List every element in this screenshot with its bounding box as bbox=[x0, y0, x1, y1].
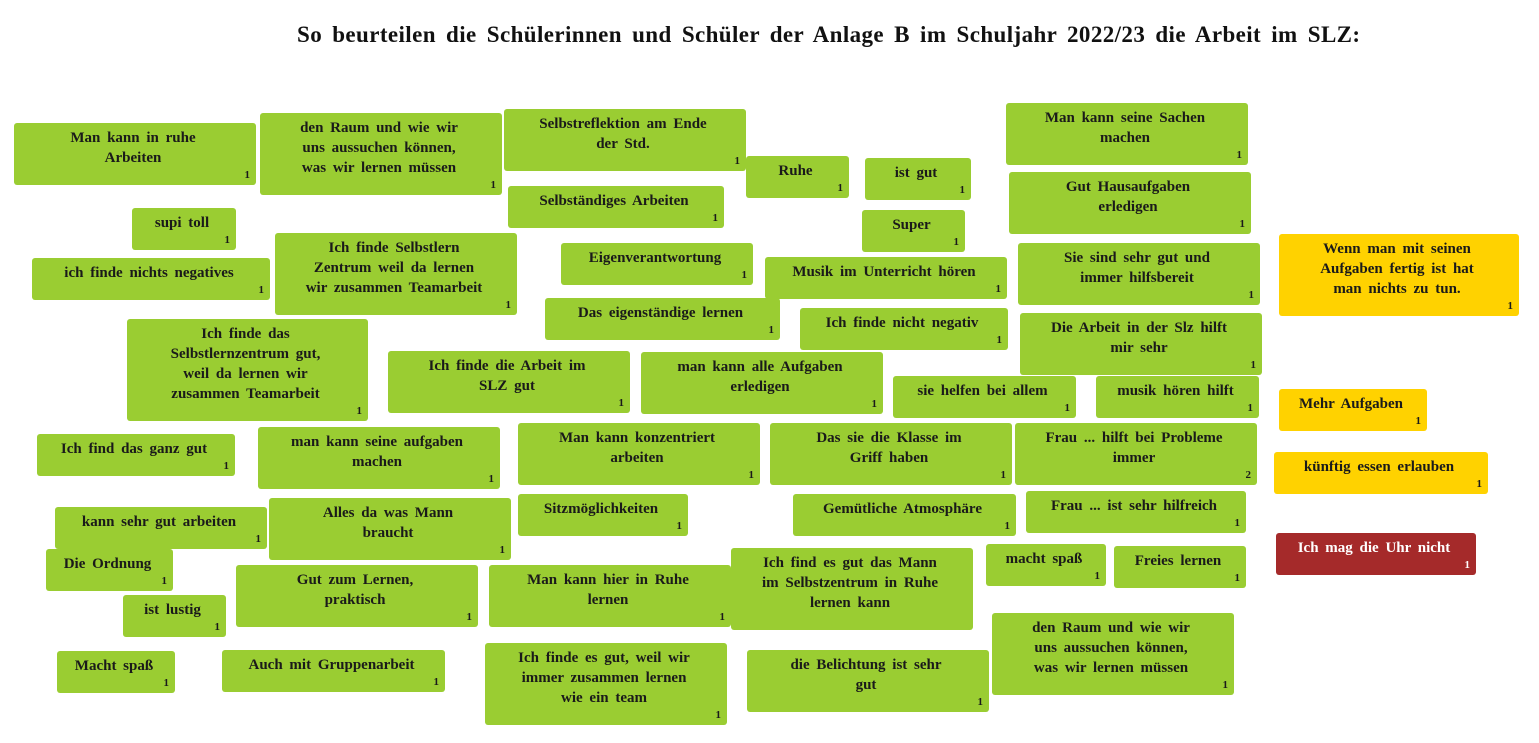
feedback-text: Mehr Aufgaben bbox=[1299, 396, 1403, 412]
mention-count: 1 bbox=[1507, 300, 1513, 312]
feedback-text: Man kann in ruhe Arbeiten bbox=[70, 130, 196, 166]
feedback-text: Gut zum Lernen, praktisch bbox=[296, 572, 414, 608]
mention-count: 1 bbox=[618, 397, 624, 409]
feedback-card-positive bbox=[489, 565, 731, 627]
feedback-card-negative bbox=[1276, 533, 1476, 575]
feedback-text: Das eigenständige lernen bbox=[577, 305, 744, 321]
mention-count: 1 bbox=[871, 398, 877, 410]
mention-count: 1 bbox=[161, 575, 167, 587]
feedback-text: Das sie die Klasse im Griff haben bbox=[816, 430, 962, 466]
mention-count: 1 bbox=[748, 469, 754, 481]
feedback-card-positive bbox=[746, 156, 849, 198]
feedback-text: Alles da was Mann braucht bbox=[322, 505, 454, 541]
feedback-text: Ich finde die Arbeit im SLZ gut bbox=[428, 358, 586, 394]
mention-count: 1 bbox=[258, 284, 264, 296]
feedback-text: Freies lernen bbox=[1134, 553, 1222, 569]
feedback-card-positive bbox=[222, 650, 445, 692]
feedback-text: Super bbox=[892, 217, 931, 233]
mention-count: 1 bbox=[224, 234, 230, 246]
mention-count: 1 bbox=[163, 677, 169, 689]
feedback-card-positive bbox=[46, 549, 173, 591]
feedback-card-positive bbox=[1096, 376, 1259, 418]
feedback-card-positive bbox=[800, 308, 1008, 350]
mention-count: 1 bbox=[488, 473, 494, 485]
feedback-text: Ich finde nicht negativ bbox=[825, 315, 979, 331]
mention-count: 1 bbox=[715, 709, 721, 721]
mention-count: 1 bbox=[712, 212, 718, 224]
feedback-text: Ich finde Selbstlern Zentrum weil da lernen wir zusammen Teamarbeit bbox=[305, 240, 483, 296]
page-title: So beurteilen die Schülerinnen und Schüler der Anlage B im Schuljahr 2022/23 die Arbeit im SLZ: bbox=[297, 22, 1361, 47]
mention-count: 1 bbox=[499, 544, 505, 556]
mention-count: 1 bbox=[255, 533, 261, 545]
feedback-card-positive bbox=[485, 643, 727, 725]
feedback-text: die Belichtung ist sehr gut bbox=[790, 657, 942, 693]
mention-count: 1 bbox=[741, 269, 747, 281]
mention-count: 1 bbox=[1064, 402, 1070, 414]
feedback-text: Ich find es gut das Mann im Selbstzentrum in Ruhe lernen kann bbox=[761, 555, 939, 611]
feedback-card-positive bbox=[765, 257, 1007, 299]
mention-count: 1 bbox=[996, 334, 1002, 346]
feedback-card-positive bbox=[865, 158, 971, 200]
feedback-text: Ich mag die Uhr nicht bbox=[1297, 540, 1451, 556]
mention-count: 1 bbox=[1476, 478, 1482, 490]
mention-count: 1 bbox=[837, 182, 843, 194]
feedback-card-suggestion bbox=[1279, 389, 1427, 431]
feedback-text: Sie sind sehr gut und immer hilfsbereit bbox=[1064, 250, 1210, 286]
feedback-text: den Raum und wie wir uns aussuchen können, was wir lernen müssen bbox=[300, 120, 458, 176]
feedback-card-positive bbox=[258, 427, 500, 489]
feedback-text: macht spaß bbox=[1005, 551, 1083, 567]
mention-count: 1 bbox=[1250, 359, 1256, 371]
mention-count: 1 bbox=[214, 621, 220, 633]
feedback-card-positive bbox=[1026, 491, 1246, 533]
feedback-card-positive bbox=[545, 298, 780, 340]
feedback-text: musik hören hilft bbox=[1117, 383, 1234, 399]
feedback-card-positive bbox=[992, 613, 1234, 695]
feedback-text: kann sehr gut arbeiten bbox=[81, 514, 237, 530]
feedback-card-positive bbox=[275, 233, 517, 315]
feedback-text: Man kann konzentriert arbeiten bbox=[559, 430, 715, 466]
mention-count: 1 bbox=[1464, 559, 1470, 571]
feedback-card-positive bbox=[862, 210, 965, 252]
feedback-card-positive bbox=[518, 423, 760, 485]
feedback-card-positive bbox=[37, 434, 235, 476]
mention-count: 1 bbox=[1247, 402, 1253, 414]
mention-count: 1 bbox=[223, 460, 229, 472]
mention-count: 1 bbox=[768, 324, 774, 336]
feedback-card-positive bbox=[770, 423, 1012, 485]
feedback-text: ich finde nichts negatives bbox=[64, 265, 234, 281]
mention-count: 1 bbox=[1239, 218, 1245, 230]
feedback-card-positive bbox=[986, 544, 1106, 586]
feedback-card-positive bbox=[132, 208, 236, 250]
feedback-card-positive bbox=[731, 548, 973, 630]
feedback-text: Selbständiges Arbeiten bbox=[539, 193, 689, 209]
mention-count: 1 bbox=[995, 283, 1001, 295]
feedback-text: Ich finde das Selbstlernzentrum gut, weil da lernen wir zusammen Teamarbeit bbox=[170, 326, 321, 402]
feedback-card-positive bbox=[893, 376, 1076, 418]
feedback-card-positive bbox=[1020, 313, 1262, 375]
feedback-text: Frau ... ist sehr hilfreich bbox=[1050, 498, 1218, 514]
feedback-text: Man kann hier in Ruhe lernen bbox=[527, 572, 689, 608]
feedback-text: man kann seine aufgaben machen bbox=[291, 434, 463, 470]
feedback-text: Die Ordnung bbox=[63, 556, 152, 572]
feedback-text: ist gut bbox=[894, 165, 938, 181]
feedback-text: Selbstreflektion am Ende der Std. bbox=[539, 116, 707, 152]
feedback-text: Die Arbeit in der Slz hilft mir sehr bbox=[1051, 320, 1227, 356]
feedback-card-positive bbox=[1006, 103, 1248, 165]
feedback-text: Frau ... hilft bei Probleme immer bbox=[1045, 430, 1223, 466]
feedback-text: Ich find das ganz gut bbox=[60, 441, 208, 457]
feedback-text: den Raum und wie wir uns aussuchen können, was wir lernen müssen bbox=[1032, 620, 1190, 676]
feedback-card-positive bbox=[641, 352, 883, 414]
feedback-card-positive bbox=[504, 109, 746, 171]
mention-count: 2 bbox=[1245, 469, 1251, 481]
mention-count: 1 bbox=[676, 520, 682, 532]
feedback-card-positive bbox=[747, 650, 989, 712]
mention-count: 1 bbox=[959, 184, 965, 196]
mention-count: 1 bbox=[1004, 520, 1010, 532]
feedback-text: supi toll bbox=[154, 215, 210, 231]
feedback-card-positive bbox=[123, 595, 226, 637]
mention-count: 1 bbox=[1000, 469, 1006, 481]
feedback-card-positive bbox=[55, 507, 267, 549]
feedback-card-positive bbox=[32, 258, 270, 300]
feedback-card-positive bbox=[269, 498, 511, 560]
feedback-card-suggestion bbox=[1274, 452, 1488, 494]
feedback-text: Eigenverantwortung bbox=[588, 250, 722, 266]
mention-count: 1 bbox=[1222, 679, 1228, 691]
mention-count: 1 bbox=[1234, 517, 1240, 529]
feedback-text: Ruhe bbox=[778, 163, 813, 179]
mention-count: 1 bbox=[1234, 572, 1240, 584]
feedback-text: ist lustig bbox=[144, 602, 201, 618]
mention-count: 1 bbox=[490, 179, 496, 191]
mention-count: 1 bbox=[953, 236, 959, 248]
mention-count: 1 bbox=[1094, 570, 1100, 582]
feedback-card-positive bbox=[793, 494, 1016, 536]
feedback-card-positive bbox=[1009, 172, 1251, 234]
feedback-card-positive bbox=[236, 565, 478, 627]
mention-count: 1 bbox=[977, 696, 983, 708]
feedback-card-positive bbox=[14, 123, 256, 185]
mention-count: 1 bbox=[356, 405, 362, 417]
feedback-card-positive bbox=[1018, 243, 1260, 305]
feedback-card-positive bbox=[127, 319, 368, 421]
feedback-text: Auch mit Gruppenarbeit bbox=[248, 657, 415, 673]
feedback-text: Sitzmöglichkeiten bbox=[543, 501, 659, 517]
mention-count: 1 bbox=[433, 676, 439, 688]
feedback-card-positive bbox=[1114, 546, 1246, 588]
mention-count: 1 bbox=[1415, 415, 1421, 427]
mention-count: 1 bbox=[1236, 149, 1242, 161]
feedback-card-positive bbox=[57, 651, 175, 693]
feedback-card-positive bbox=[518, 494, 688, 536]
feedback-text: künftig essen erlauben bbox=[1303, 459, 1455, 475]
feedback-text: Gemütliche Atmosphäre bbox=[823, 501, 982, 517]
feedback-text: Ich finde es gut, weil wir immer zusammen lernen wie ein team bbox=[518, 650, 690, 706]
feedback-card-positive bbox=[1015, 423, 1257, 485]
feedback-text: Gut Hausaufgaben erledigen bbox=[1065, 179, 1191, 215]
feedback-card-positive bbox=[561, 243, 753, 285]
feedback-text: Man kann seine Sachen machen bbox=[1044, 110, 1206, 146]
mention-count: 1 bbox=[719, 611, 725, 623]
feedback-text: Macht spaß bbox=[74, 658, 154, 674]
feedback-text: sie helfen bei allem bbox=[917, 383, 1048, 399]
feedback-text: man kann alle Aufgaben erledigen bbox=[677, 359, 843, 395]
mention-count: 1 bbox=[505, 299, 511, 311]
mention-count: 1 bbox=[466, 611, 472, 623]
feedback-text: Musik im Unterricht hören bbox=[792, 264, 976, 280]
feedback-card-suggestion bbox=[1279, 234, 1519, 316]
feedback-card-positive bbox=[260, 113, 502, 195]
feedback-card-positive bbox=[508, 186, 724, 228]
feedback-text: Wenn man mit seinen Aufgaben fertig ist hat man nichts zu tun. bbox=[1320, 241, 1474, 297]
mention-count: 1 bbox=[1248, 289, 1254, 301]
feedback-card-positive bbox=[388, 351, 630, 413]
mention-count: 1 bbox=[734, 155, 740, 167]
mention-count: 1 bbox=[244, 169, 250, 181]
